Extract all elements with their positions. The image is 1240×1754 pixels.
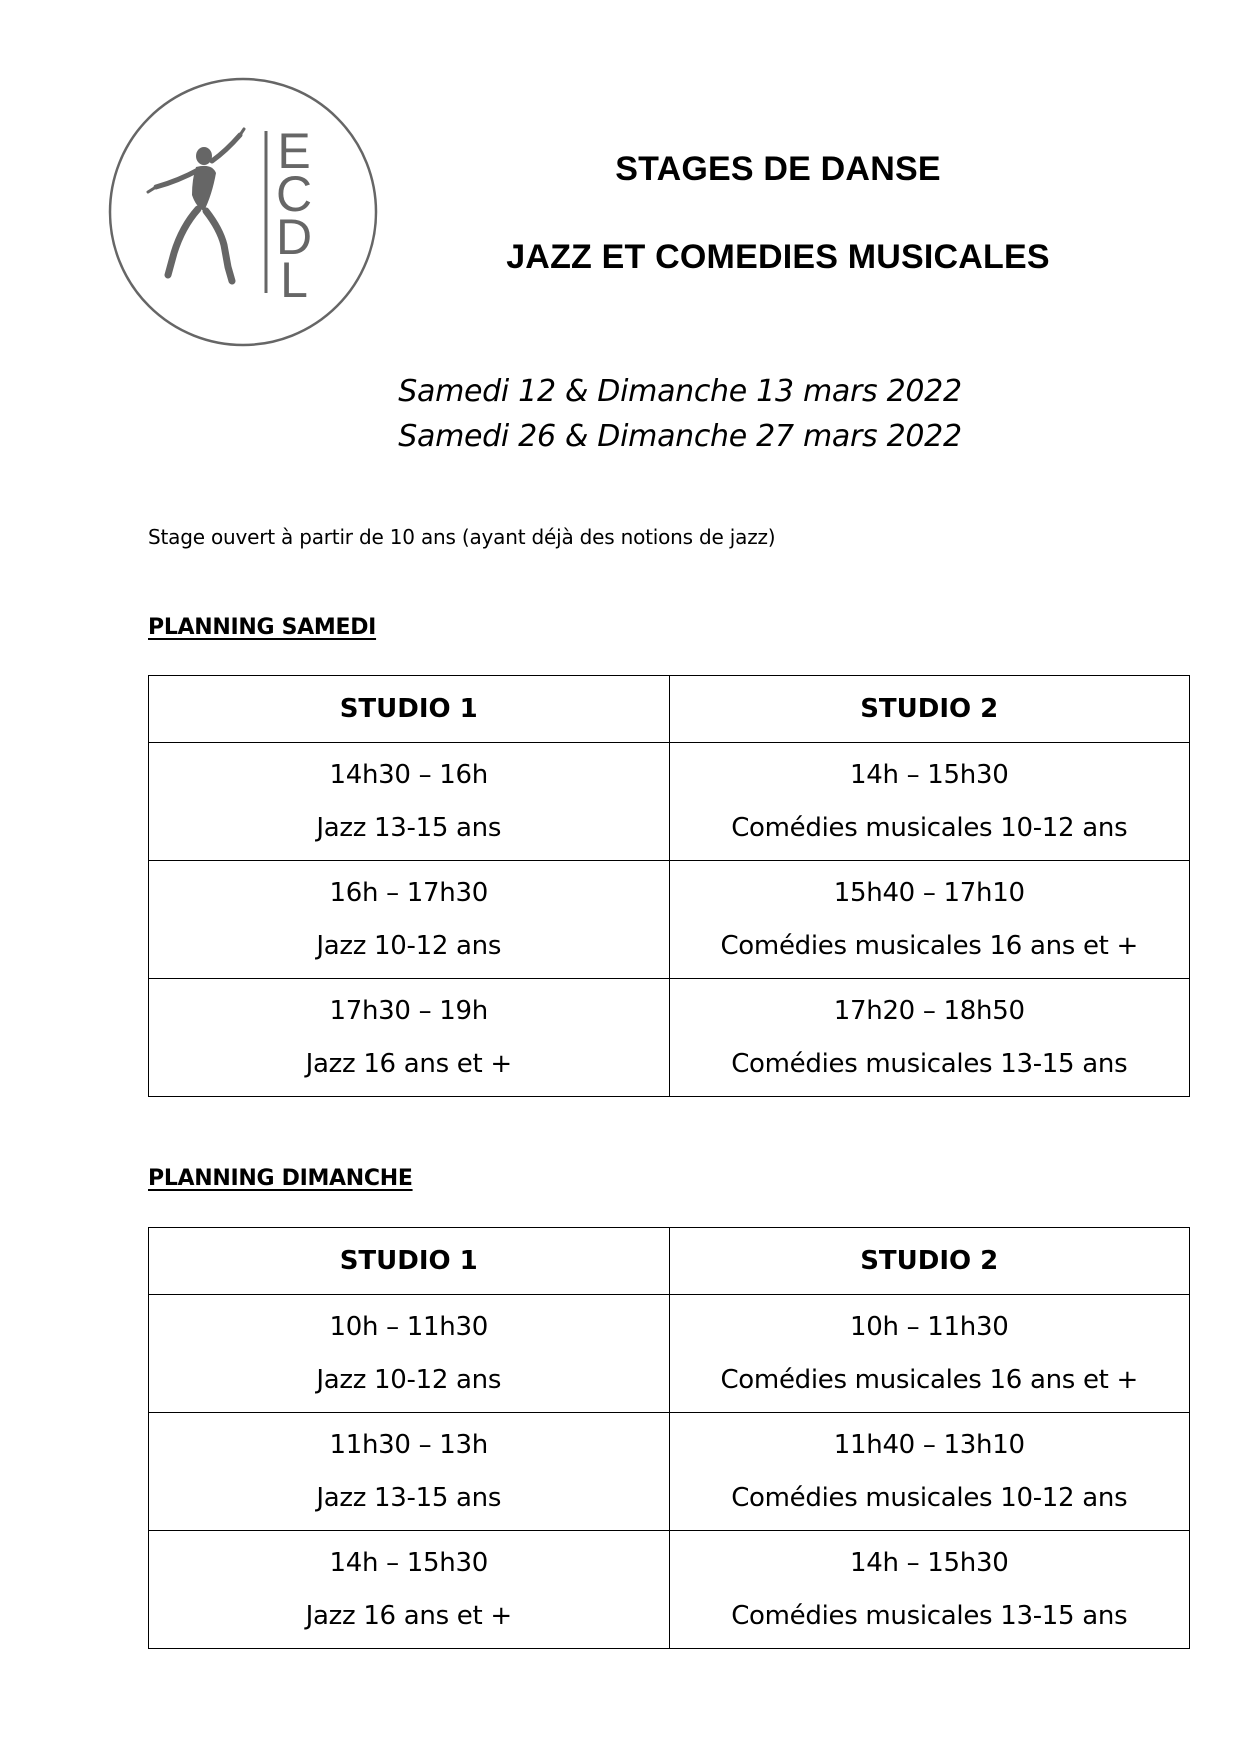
logo-letter-l: L <box>280 252 308 308</box>
column-header-studio-2: STUDIO 2 <box>669 676 1190 743</box>
cell-time: 14h – 15h30 <box>329 1547 488 1578</box>
schedule-cell <box>669 979 1190 1097</box>
cell-course: Jazz 13-15 ans <box>316 1482 502 1513</box>
schedule-cell <box>669 1413 1190 1531</box>
sunday-schedule-table <box>148 1227 1190 1649</box>
schedule-cell <box>149 1413 670 1531</box>
logo-letter-c: C <box>275 166 313 222</box>
cell-course: Jazz 10-12 ans <box>316 930 502 961</box>
cell-course: Comédies musicales 10-12 ans <box>731 1482 1128 1513</box>
schedule-cell <box>669 861 1190 979</box>
dates-line-2: Samedi 26 & Dimanche 27 mars 2022 <box>398 419 962 454</box>
cell-course: Jazz 13-15 ans <box>316 812 502 843</box>
schedule-cell <box>149 861 670 979</box>
table-row <box>149 861 1190 979</box>
cell-course: Jazz 16 ans et + <box>305 1048 512 1079</box>
table-row <box>149 1413 1190 1531</box>
logo-letter-e: E <box>277 123 311 179</box>
cell-time: 14h – 15h30 <box>850 1547 1009 1578</box>
schedule-cell <box>149 979 670 1097</box>
table-row <box>149 743 1190 861</box>
column-header-studio-1: STUDIO 1 <box>149 676 670 743</box>
cell-time: 14h30 – 16h <box>329 759 488 790</box>
cell-course: Jazz 10-12 ans <box>316 1364 502 1395</box>
cell-course: Comédies musicales 16 ans et + <box>720 1364 1139 1395</box>
page-subtitle: JAZZ ET COMEDIES MUSICALES <box>506 238 1050 276</box>
cell-course: Comédies musicales 16 ans et + <box>720 930 1139 961</box>
cell-time: 15h40 – 17h10 <box>833 877 1025 908</box>
schedule-cell <box>669 743 1190 861</box>
cell-time: 11h40 – 13h10 <box>833 1429 1025 1460</box>
page-title: STAGES DE DANSE <box>615 150 941 188</box>
sunday-heading: PLANNING DIMANCHE <box>148 1166 413 1191</box>
saturday-heading: PLANNING SAMEDI <box>148 615 377 640</box>
cell-course: Jazz 16 ans et + <box>305 1600 512 1631</box>
table-row <box>149 979 1190 1097</box>
cell-time: 17h30 – 19h <box>329 995 488 1026</box>
cell-course: Comédies musicales 10-12 ans <box>731 812 1128 843</box>
saturday-schedule-table <box>148 675 1190 1097</box>
dancer-icon <box>148 129 244 281</box>
table-row <box>149 1295 1190 1413</box>
table-header-row <box>149 1228 1190 1295</box>
cell-time: 10h – 11h30 <box>329 1311 488 1342</box>
table-row <box>149 1531 1190 1649</box>
logo-letters <box>276 123 312 308</box>
schedule-cell <box>669 1295 1190 1413</box>
cell-course: Comédies musicales 13-15 ans <box>731 1048 1128 1079</box>
logo-circle <box>110 79 376 345</box>
cell-time: 14h – 15h30 <box>850 759 1009 790</box>
cell-time: 17h20 – 18h50 <box>833 995 1025 1026</box>
cell-time: 11h30 – 13h <box>329 1429 488 1460</box>
schedule-cell <box>149 743 670 861</box>
intro-text: Stage ouvert à partir de 10 ans (ayant déjà des notions de jazz) <box>148 525 776 549</box>
dates-line-1: Samedi 12 & Dimanche 13 mars 2022 <box>398 374 962 409</box>
column-header-studio-1: STUDIO 1 <box>149 1228 670 1295</box>
schedule-cell <box>149 1295 670 1413</box>
column-header-studio-2: STUDIO 2 <box>669 1228 1190 1295</box>
cell-time: 16h – 17h30 <box>329 877 488 908</box>
cell-course: Comédies musicales 13-15 ans <box>731 1600 1128 1631</box>
ecdl-logo <box>108 77 378 347</box>
table-header-row <box>149 676 1190 743</box>
schedule-cell <box>669 1531 1190 1649</box>
logo-letter-d: D <box>275 209 313 265</box>
schedule-cell <box>149 1531 670 1649</box>
cell-time: 10h – 11h30 <box>850 1311 1009 1342</box>
